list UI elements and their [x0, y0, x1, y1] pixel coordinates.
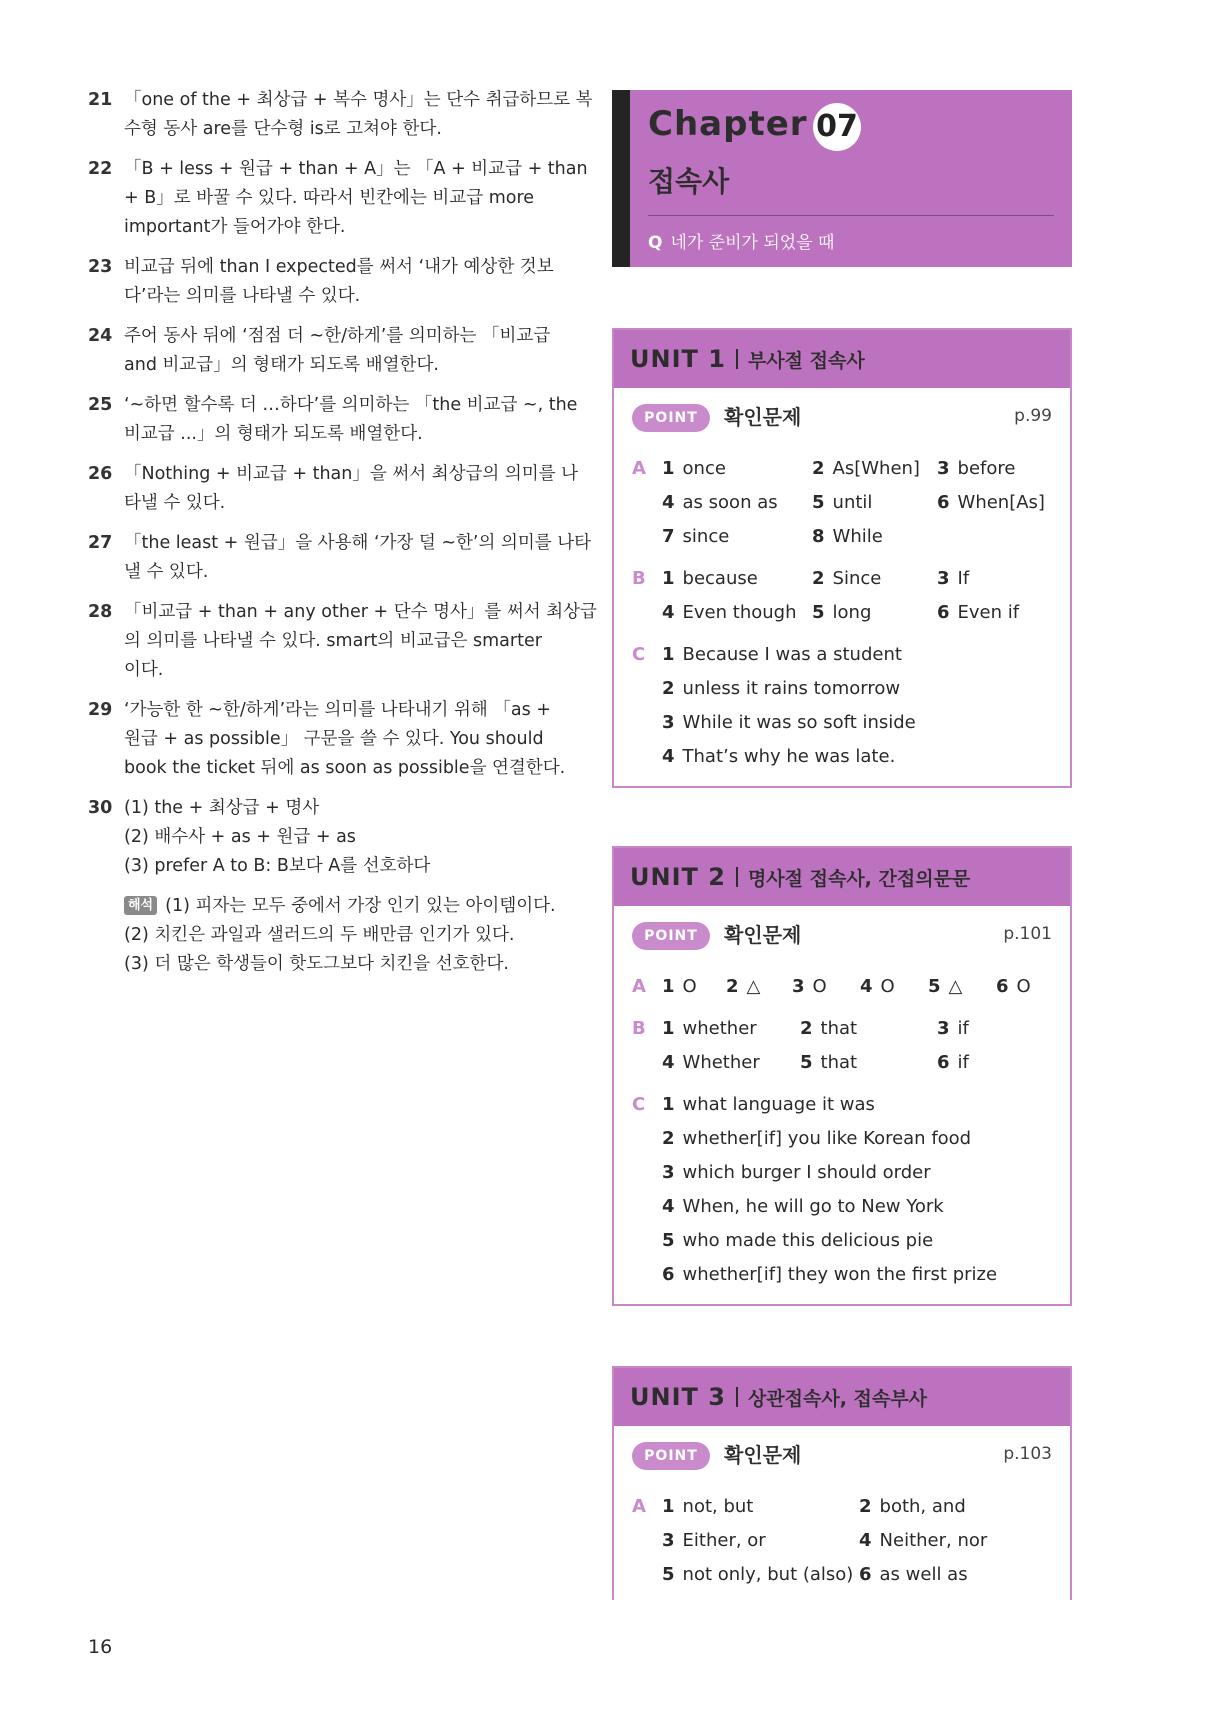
item-line: and 비교급」의 형태가 되도록 배열한다. [124, 355, 439, 375]
item-number: 21 [88, 90, 113, 110]
answer-text: not only, but (also) [682, 1564, 854, 1585]
answer-text: Whether [682, 1052, 760, 1073]
answer-text: because [682, 568, 758, 589]
explanation-item [88, 529, 592, 587]
answer-text: who made this delicious pie [682, 1230, 934, 1251]
answer-text: whether[if] they won the first prize [682, 1264, 998, 1285]
answer-row [632, 706, 1052, 740]
item-text [124, 253, 554, 311]
answer-row [632, 740, 1052, 774]
answer-group [632, 562, 1052, 630]
translation-text: (1) 피자는 모두 중에서 가장 인기 있는 아이템이다. [165, 896, 556, 916]
item-line: 비교급 ...」의 형태가 되도록 배열한다. [124, 424, 423, 444]
answer-text: whether[if] you like Korean food [682, 1128, 972, 1149]
answer-group [632, 970, 1052, 1004]
explanation-list [88, 86, 597, 979]
answer-group [632, 1012, 1052, 1080]
item-line: 이다. [124, 660, 164, 680]
unit-header [614, 848, 1070, 906]
answer-item [937, 1012, 969, 1046]
answer-item [937, 452, 1015, 486]
answer-item [800, 1012, 857, 1046]
answer-number: 3 [662, 1530, 675, 1551]
answer-item [662, 1190, 944, 1224]
item-line: ‘가능한 한 ~한/하게’라는 의미를 나타내기 위해 「as + [124, 700, 551, 720]
unit-3-box [612, 1366, 1072, 1600]
answer-text: While it was so soft inside [682, 712, 916, 733]
answer-text: Either, or [682, 1530, 766, 1551]
answer-number: 1 [662, 976, 675, 997]
group-letter: C [632, 1094, 646, 1115]
answer-item [812, 520, 883, 554]
unit-header [614, 1368, 1070, 1426]
unit-separator [736, 1387, 738, 1407]
answer-text: O [812, 976, 827, 997]
item-line: important가 들어가야 한다. [124, 217, 346, 237]
translation-block [124, 892, 558, 979]
page-number: 16 [88, 1636, 113, 1658]
answer-text: that [820, 1018, 858, 1039]
answer-row [632, 1122, 1052, 1156]
answer-number: 4 [662, 1052, 675, 1073]
answer-text: long [832, 602, 872, 623]
answer-item [937, 1046, 969, 1080]
answer-group [632, 1088, 1052, 1292]
answer-text: what language it was [682, 1094, 875, 1115]
answer-item [812, 486, 872, 520]
explanation-item [88, 322, 558, 380]
item-number: 27 [88, 533, 113, 553]
answer-item [860, 970, 895, 1004]
unit-body [614, 1426, 1070, 1592]
answer-row [632, 520, 1052, 554]
item-text [124, 529, 591, 587]
answer-number: 2 [812, 458, 825, 479]
answer-number: 5 [662, 1230, 675, 1251]
answer-text: if [957, 1052, 969, 1073]
answer-number: 5 [800, 1052, 813, 1073]
page-reference: p.101 [1003, 924, 1052, 944]
translation-line: (3) 더 많은 학생들이 핫도그보다 치킨을 선호한다. [124, 954, 509, 974]
answer-text: Even if [957, 602, 1020, 623]
point-pill: POINT [632, 922, 710, 950]
item-line: book the ticket 뒤에 as soon as possible을 연결한다. [124, 758, 566, 778]
answer-group [632, 638, 1052, 774]
group-letter: B [632, 568, 646, 589]
item-number: 30 [88, 798, 113, 818]
answer-row [632, 638, 1052, 672]
unit-label: UNIT 2 [630, 863, 726, 891]
answer-number: 4 [662, 1196, 675, 1217]
item-text [124, 598, 597, 685]
answer-number: 3 [937, 458, 950, 479]
answer-text: Neither, nor [879, 1530, 988, 1551]
unit-title: 상관접속사, 접속부사 [747, 1387, 927, 1410]
answer-text: While [832, 526, 883, 547]
answer-text: O [682, 976, 697, 997]
answer-item [812, 562, 881, 596]
answer-text: That’s why he was late. [682, 746, 896, 767]
unit-body [614, 906, 1070, 1292]
answer-item [662, 740, 895, 774]
unit-body [614, 388, 1070, 774]
answer-number: 2 [662, 1128, 675, 1149]
answer-row [632, 486, 1052, 520]
item-line: + B」로 바꿀 수 있다. 따라서 빈칸에는 비교급 more [124, 188, 535, 208]
chapter-divider [648, 215, 1054, 216]
chapter-question [648, 228, 834, 253]
answer-number: 6 [937, 492, 950, 513]
question-text: 네가 준비가 되었을 때 [670, 233, 835, 253]
answer-item [662, 638, 902, 672]
answer-item [937, 596, 1019, 630]
answer-number: 5 [928, 976, 941, 997]
answer-row [632, 672, 1052, 706]
answer-number: 5 [662, 1564, 675, 1585]
item-line: (1) the + 최상급 + 명사 [124, 798, 320, 818]
answer-row [632, 1156, 1052, 1190]
answer-item [662, 1156, 931, 1190]
answer-number: 6 [662, 1264, 675, 1285]
answer-number: 4 [662, 492, 675, 513]
chapter-number-badge: 07 [813, 103, 861, 151]
answer-number: 1 [662, 1018, 675, 1039]
answer-text: If [957, 568, 970, 589]
answer-number: 3 [792, 976, 805, 997]
answer-text: △ [948, 976, 963, 997]
chapter-header [612, 90, 1072, 267]
answer-group [632, 1490, 1052, 1592]
answer-text: which burger I should order [682, 1162, 931, 1183]
item-text [124, 460, 578, 518]
group-letter: A [632, 1496, 646, 1517]
item-line: 의 의미를 나타낼 수 있다. smart의 비교급은 smarter [124, 631, 542, 651]
item-number: 28 [88, 602, 113, 622]
explanation-item [88, 696, 566, 783]
answer-text: since [682, 526, 730, 547]
answer-number: 3 [662, 712, 675, 733]
point-pill: POINT [632, 404, 710, 432]
unit-title: 부사절 접속사 [747, 349, 865, 372]
answer-number: 1 [662, 1496, 675, 1517]
item-line: 「비교급 + than + any other + 단수 명사」를 써서 최상급 [124, 602, 597, 622]
group-letter: C [632, 644, 646, 665]
answer-text: once [682, 458, 726, 479]
answer-number: 3 [662, 1162, 675, 1183]
answer-item [928, 970, 962, 1004]
answer-item [662, 1490, 753, 1524]
item-line: 낼 수 있다. [124, 562, 209, 582]
answer-row [632, 1524, 1052, 1558]
point-row [632, 1426, 1052, 1490]
answer-item [792, 970, 827, 1004]
point-title: 확인문제 [724, 405, 802, 429]
item-line: 원급 + as possible」 구문을 쓸 수 있다. You should [124, 729, 544, 749]
answer-item [859, 1558, 968, 1592]
item-line: (3) prefer A to B: B보다 A를 선호하다 [124, 856, 431, 876]
point-title: 확인문제 [724, 1443, 802, 1467]
answer-number: 4 [859, 1530, 872, 1551]
chapter-subtitle: 접속사 [648, 165, 730, 198]
answer-item [662, 1224, 933, 1258]
answer-number: 4 [662, 746, 675, 767]
answer-text: When[As] [957, 492, 1045, 513]
unit-separator [736, 349, 738, 369]
explanation-item [88, 253, 558, 311]
answer-number: 4 [662, 602, 675, 623]
answer-text: not, but [682, 1496, 754, 1517]
answer-text: as well as [879, 1564, 968, 1585]
answer-item [800, 1046, 857, 1080]
answer-text: unless it rains tomorrow [682, 678, 901, 699]
group-letter: B [632, 1018, 646, 1039]
answer-row [632, 1088, 1052, 1122]
answer-item [937, 486, 1045, 520]
unit-separator [736, 867, 738, 887]
answer-item [662, 452, 726, 486]
answer-number: 7 [662, 526, 675, 547]
item-line: 타낼 수 있다. [124, 493, 226, 513]
answer-text: whether [682, 1018, 757, 1039]
answer-text: O [1016, 976, 1031, 997]
explanation-item [88, 86, 593, 144]
item-line: 다’라는 의미를 나타낼 수 있다. [124, 286, 361, 306]
explanation-item [88, 155, 588, 242]
answer-text: both, and [879, 1496, 966, 1517]
item-text [124, 794, 430, 881]
answer-text: △ [746, 976, 761, 997]
answer-number: 5 [812, 602, 825, 623]
unit-1-box [612, 328, 1072, 788]
answer-item [726, 970, 760, 1004]
answer-text: until [832, 492, 873, 513]
answer-item [662, 672, 900, 706]
answer-item [662, 1012, 757, 1046]
translation-line [124, 892, 558, 921]
unit-label: UNIT 3 [630, 1383, 726, 1411]
item-text [124, 86, 593, 144]
item-text [124, 696, 565, 783]
answer-row [632, 970, 1052, 1004]
answer-number: 6 [859, 1564, 872, 1585]
answer-row [632, 596, 1052, 630]
answer-number: 8 [812, 526, 825, 547]
item-line: ‘~하면 할수록 더 …하다’를 의미하는 「the 비교급 ~, the [124, 395, 578, 415]
answer-item [812, 452, 920, 486]
unit-label: UNIT 1 [630, 345, 726, 373]
answer-item [662, 1122, 971, 1156]
answer-text: that [820, 1052, 858, 1073]
item-number: 29 [88, 700, 113, 720]
answer-text: As[When] [832, 458, 920, 479]
answer-group [632, 452, 1052, 554]
answer-number: 1 [662, 458, 675, 479]
item-number: 22 [88, 159, 113, 179]
item-number: 24 [88, 326, 113, 346]
group-letter: A [632, 458, 646, 479]
point-row [632, 906, 1052, 970]
answer-text: Even though [682, 602, 797, 623]
answer-item [662, 596, 796, 630]
item-line: 「the least + 원급」을 사용해 ‘가장 덜 ~한’의 의미를 나타 [124, 533, 592, 553]
answer-item [662, 486, 778, 520]
answer-text: O [880, 976, 895, 997]
answer-item [859, 1524, 987, 1558]
answer-row [632, 1558, 1052, 1592]
explanation-item [88, 598, 597, 685]
item-number: 23 [88, 257, 113, 277]
point-row [632, 388, 1052, 452]
page-reference: p.99 [1014, 406, 1052, 426]
answer-item [996, 970, 1031, 1004]
point-pill: POINT [632, 1442, 710, 1470]
answer-item [812, 596, 871, 630]
answer-number: 3 [937, 568, 950, 589]
item-line: 「one of the + 최상급 + 복수 명사」는 단수 취급하므로 복 [124, 90, 593, 110]
answer-item [937, 562, 969, 596]
answer-row [632, 1490, 1052, 1524]
item-line: (2) 배수사 + as + 원급 + as [124, 827, 356, 847]
item-line: 수형 동사 are를 단수형 is로 고쳐야 한다. [124, 119, 442, 139]
answer-item [662, 970, 697, 1004]
item-line: 주어 동사 뒤에 ‘점점 더 ~한/하게’를 의미하는 「비교급 [124, 326, 551, 346]
answer-item [662, 562, 758, 596]
item-text [124, 155, 588, 242]
translation-line: (2) 치킨은 과일과 샐러드의 두 배만큼 인기가 있다. [124, 925, 515, 945]
answer-text: if [957, 1018, 969, 1039]
answer-text: Since [832, 568, 882, 589]
answer-number: 2 [859, 1496, 872, 1517]
answer-item [859, 1490, 966, 1524]
answer-number: 2 [726, 976, 739, 997]
item-line: 「B + less + 원급 + than + A」는 「A + 비교급 + than [124, 159, 588, 179]
answer-number: 2 [662, 678, 675, 699]
answer-row [632, 1012, 1052, 1046]
translation-tag: 해석 [124, 896, 157, 915]
chapter-title: Chapter [648, 104, 808, 144]
answer-item [662, 520, 729, 554]
answer-text: When, he will go to New York [682, 1196, 944, 1217]
answer-row [632, 562, 1052, 596]
unit-2-box [612, 846, 1072, 1306]
answer-number: 1 [662, 644, 675, 665]
answer-text: Because I was a student [682, 644, 902, 665]
answer-item [662, 1088, 875, 1122]
answer-number: 2 [812, 568, 825, 589]
answer-number: 3 [937, 1018, 950, 1039]
answer-item [662, 1558, 853, 1592]
answer-number: 6 [996, 976, 1009, 997]
unit-header [614, 330, 1070, 388]
answer-row [632, 1224, 1052, 1258]
question-label: Q [648, 233, 663, 253]
answer-number: 5 [812, 492, 825, 513]
item-line: 비교급 뒤에 than I expected를 써서 ‘내가 예상한 것보 [124, 257, 554, 277]
explanation-item [88, 460, 579, 518]
item-text [124, 322, 550, 380]
group-letter: A [632, 976, 646, 997]
answer-number: 6 [937, 602, 950, 623]
answer-text: before [957, 458, 1016, 479]
answer-row [632, 452, 1052, 486]
answer-number: 1 [662, 1094, 675, 1115]
answer-text: as soon as [682, 492, 778, 513]
answer-number: 6 [937, 1052, 950, 1073]
answer-item [662, 1524, 766, 1558]
answer-number: 1 [662, 568, 675, 589]
answer-number: 4 [860, 976, 873, 997]
answer-row [632, 1046, 1052, 1080]
item-number: 25 [88, 395, 113, 415]
answer-item [662, 1046, 760, 1080]
explanation-item [88, 391, 578, 449]
answer-number: 2 [800, 1018, 813, 1039]
answer-item [662, 706, 916, 740]
answer-row [632, 1190, 1052, 1224]
page-reference: p.103 [1003, 1444, 1052, 1464]
answer-item [662, 1258, 997, 1292]
answer-row [632, 1258, 1052, 1292]
unit-title: 명사절 접속사, 간접의문문 [747, 867, 971, 890]
item-line: 「Nothing + 비교급 + than」을 써서 최상급의 의미를 나 [124, 464, 579, 484]
item-text [124, 391, 577, 449]
item-number: 26 [88, 464, 113, 484]
explanation-item [88, 794, 558, 881]
point-title: 확인문제 [724, 923, 802, 947]
